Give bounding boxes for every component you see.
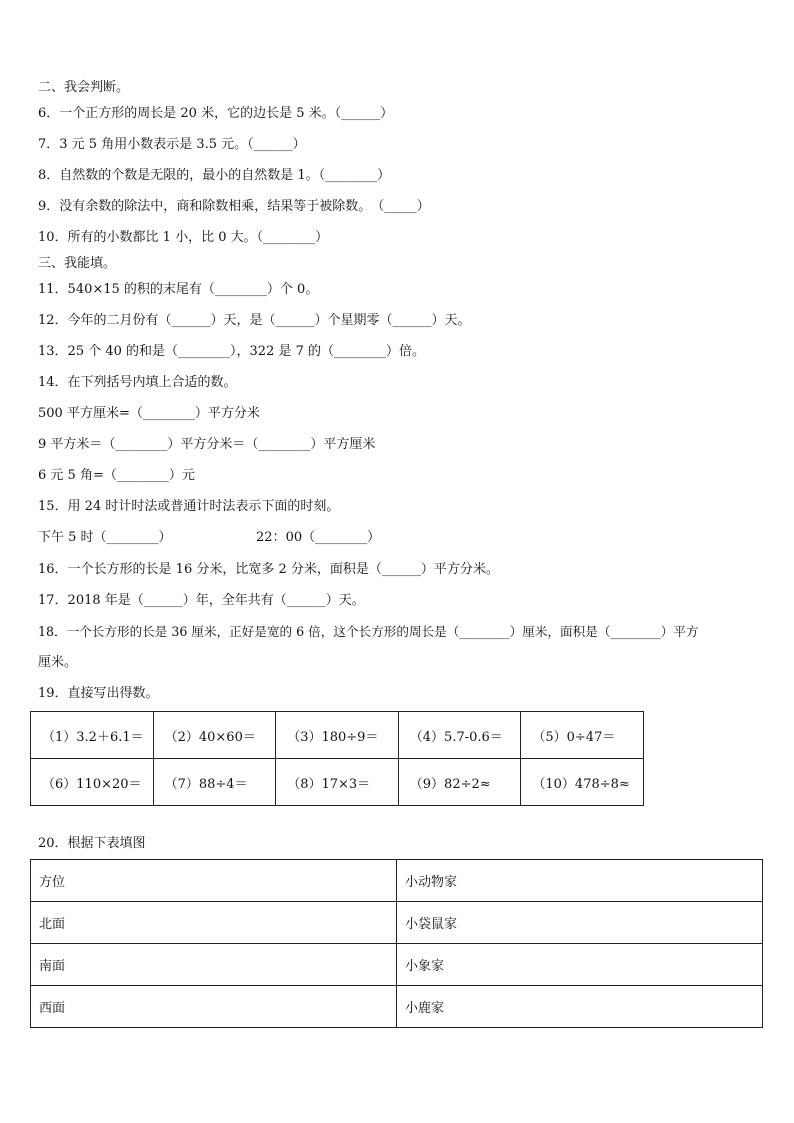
table-cell: 小鹿家: [397, 986, 763, 1028]
table-cell: 小袋鼠家: [397, 902, 763, 944]
table-row: [31, 712, 644, 759]
table-cell: （7）88÷4＝: [153, 759, 276, 806]
question-18-continued: 厘米。: [38, 655, 78, 670]
question-20-title: 20．根据下表填图: [38, 836, 146, 851]
table-row: [31, 902, 763, 944]
question-14-line-3: 6 元 5 角=（________）元: [38, 468, 195, 483]
question-9: 9．没有余数的除法中，商和除数相乘，结果等于被除数。 （_____）: [38, 199, 430, 214]
question-8: 8．自然数的个数是无限的，最小的自然数是 1。（________）: [38, 168, 391, 183]
table-cell: （8）17×3＝: [276, 759, 399, 806]
table-cell: 西面: [31, 986, 397, 1028]
table-cell: 南面: [31, 944, 397, 986]
question-19: 19．直接写出得数。: [38, 686, 159, 701]
question-10: 10．所有的小数都比 1 小，比 0 大。（________）: [38, 230, 329, 245]
question-18: 18．一个长方形的长是 36 厘米，正好是宽的 6 倍，这个长方形的周长是（________）厘米，面积是（________）平方: [38, 624, 699, 639]
question-13: 13．25 个 40 的和是（________），322 是 7 的（________）倍。: [38, 344, 426, 359]
question-17: 17．2018 年是（______）年，全年共有（______）天。: [38, 593, 365, 608]
q20-direction-table: [30, 859, 763, 1028]
table-cell: （2）40×60＝: [153, 712, 276, 759]
question-14-line-2: 9 平方米＝（________）平方分米＝（________）平方厘米: [38, 437, 376, 452]
table-cell: （4）5.7-0.6＝: [398, 712, 521, 759]
table-row: [31, 944, 763, 986]
question-12: 12．今年的二月份有（______）天，是（______）个星期零（______）天。: [38, 313, 471, 328]
table-cell: （9）82÷2≈: [398, 759, 521, 806]
table-cell: （5）0÷47＝: [521, 712, 644, 759]
table-cell: （6）110×20＝: [31, 759, 154, 806]
question-7: 7．3 元 5 角用小数表示是 3.5 元。（______）: [38, 137, 306, 152]
question-16: 16．一个长方形的长是 16 分米，比宽多 2 分米，面积是（______）平方分米。: [38, 562, 499, 577]
table-row: [31, 860, 763, 902]
section-2-heading: 二、我会判断。: [38, 80, 130, 95]
table-cell: 北面: [31, 902, 397, 944]
table-cell: 小动物家: [397, 860, 763, 902]
table-row: [31, 759, 644, 806]
table-cell: （3）180÷9＝: [276, 712, 399, 759]
q19-calculation-table: [30, 711, 644, 806]
table-cell: （10）478÷8≈: [521, 759, 644, 806]
table-cell: 小象家: [397, 944, 763, 986]
question-11: 11．540×15 的积的末尾有（________）个 0。: [38, 282, 319, 297]
table-cell: 方位: [31, 860, 397, 902]
table-cell: （1）3.2＋6.1＝: [31, 712, 154, 759]
section-3-heading: 三、我能填。: [38, 256, 117, 271]
question-14-line-1: 500 平方厘米=（________）平方分米: [38, 406, 260, 421]
table-row: [31, 986, 763, 1028]
question-6: 6．一个正方形的周长是 20 米，它的边长是 5 米。（______）: [38, 106, 394, 121]
question-15-line: 下午 5 时（________） 22：00（________）: [38, 530, 381, 545]
question-15: 15．用 24 时计时法或普通计时法表示下面的时刻。: [38, 499, 340, 514]
question-14: 14．在下列括号内填上合适的数。: [38, 375, 237, 390]
